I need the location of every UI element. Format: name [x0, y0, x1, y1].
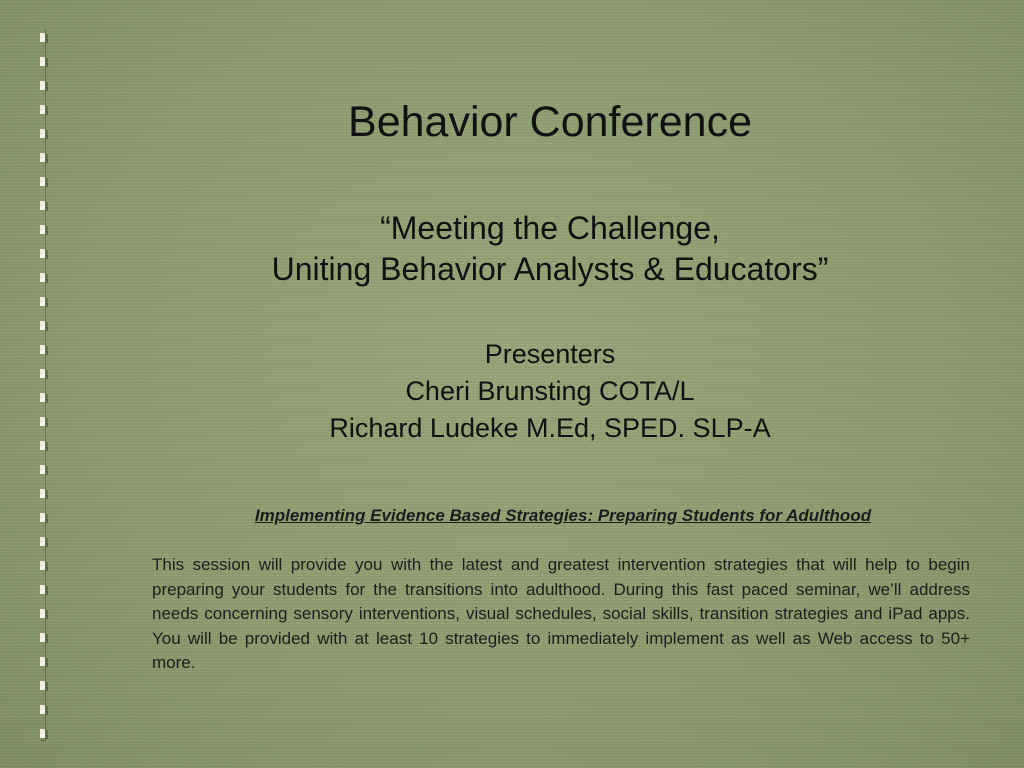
slide-title-text: Behavior Conference	[348, 98, 752, 146]
session-title: Implementing Evidence Based Strategies: Preparing Students for Adulthood	[254, 506, 872, 525]
presenter-name: Richard Ludeke M.Ed, SPED. SLP-A	[329, 413, 771, 443]
subtitle-line: Uniting Behavior Analysts & Educators”	[271, 251, 829, 287]
session-description: This session will provide you with the latest and greatest intervention strategies that will help to begin preparing your students for the transitions into adulthood. During this fast paced seminar, we’ll address needs concerning sensory interventions, visual schedules, social skills, transition strategies and iPad apps. You will be provided with at least 10 strategies to immediately implement as well as Web access to 50+ more.	[152, 555, 970, 672]
stitched-binding	[40, 28, 45, 740]
presenters-heading: Presenters	[484, 339, 616, 369]
presenter-name: Cheri Brunsting COTA/L	[405, 376, 695, 406]
presenters-block	[250, 336, 850, 447]
stitched-binding-shadow	[46, 28, 48, 740]
subtitle-line: “Meeting the Challenge,	[380, 210, 720, 246]
slide-subtitle	[200, 208, 900, 290]
slide-title	[300, 96, 800, 148]
